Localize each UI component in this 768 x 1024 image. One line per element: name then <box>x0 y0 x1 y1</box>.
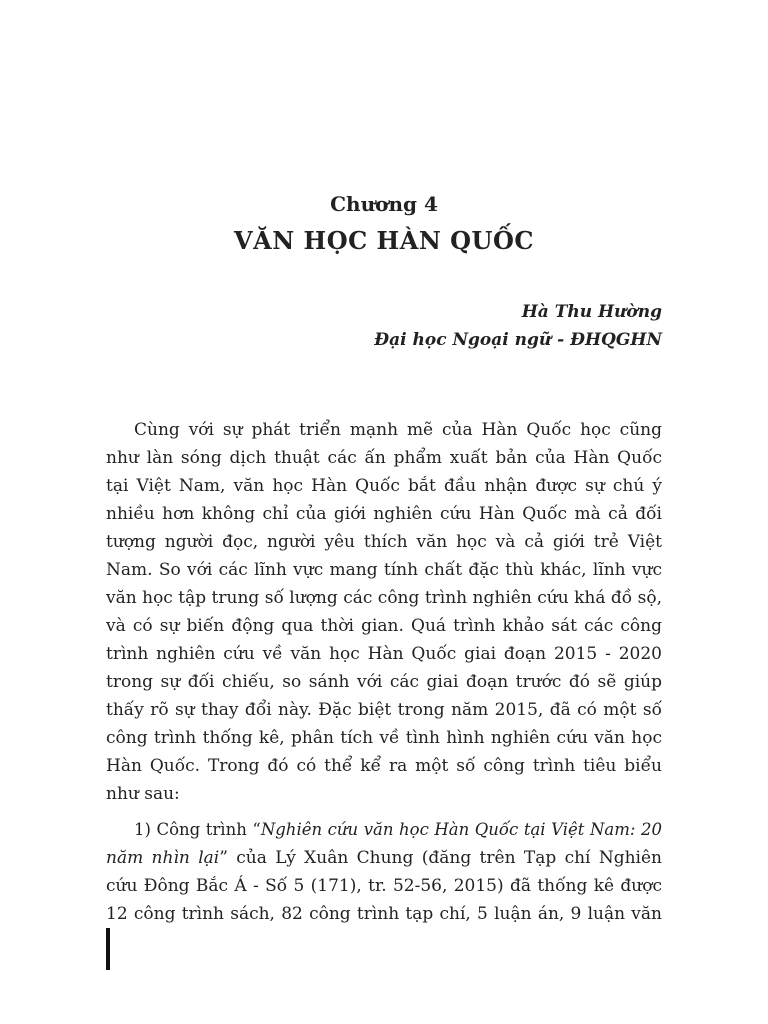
text-line <box>106 816 662 844</box>
author-name: Hà Thu Hường <box>521 302 662 322</box>
paragraph-intro <box>106 416 662 808</box>
author-block <box>374 298 662 354</box>
text-line <box>106 844 662 872</box>
author-affiliation: Đại học Ngoại ngữ - ĐHQGHN <box>374 330 662 350</box>
text-line: như làn sóng dịch thuật các ấn phẩm xuất bản của Hàn Quốc <box>106 448 662 468</box>
text-line: và có sự biến động qua thời gian. Quá trình khảo sát các công <box>106 616 662 636</box>
text-line: 12 công trình sách, 82 công trình tạp chí, 5 luận án, 9 luận văn <box>106 904 662 924</box>
text-line: trình nghiên cứu về văn học Hàn Quốc giai đoạn 2015 - 2020 <box>106 644 662 664</box>
text-line: cứu Đông Bắc Á - Số 5 (171), tr. 52-56, 2015) đã thống kê được <box>106 876 662 896</box>
text-line: thấy rõ sự thay đổi này. Đặc biệt trong năm 2015, đã có một số <box>106 700 662 720</box>
item-title-part1: Nghiên cứu văn học Hàn Quốc tại Việt Nam: 20 <box>260 820 662 839</box>
text-line: Nam. So với các lĩnh vực mang tính chất đặc thù khác, lĩnh vực <box>106 560 662 580</box>
chapter-title: VĂN HỌC HÀN QUỐC <box>233 226 534 255</box>
text-line: văn học tập trung số lượng các công trình nghiên cứu khá đồ sộ, <box>106 588 662 608</box>
text-line: Hàn Quốc. Trong đó có thể kể ra một số công trình tiêu biểu <box>106 756 662 776</box>
list-item-1 <box>106 816 662 928</box>
item-title-part2: năm nhìn lại <box>106 848 220 868</box>
margin-bar <box>106 928 110 970</box>
text-line: công trình thống kê, phân tích về tình hình nghiên cứu văn học <box>106 728 662 748</box>
text-line: trong sự đối chiếu, so sánh với các giai đoạn trước đó sẽ giúp <box>106 672 662 692</box>
item-text: ” của Lý Xuân Chung (đăng trên Tạp chí Nghiên <box>219 848 662 868</box>
text-line: như sau: <box>106 784 180 804</box>
chapter-number: Chương 4 <box>330 192 438 216</box>
text-line: tại Việt Nam, văn học Hàn Quốc bắt đầu nhận được sự chú ý <box>106 476 662 496</box>
item-prefix: 1) Công trình “ <box>134 820 261 839</box>
body-text <box>106 416 662 928</box>
text-line: tượng người đọc, người yêu thích văn học và cả giới trẻ Việt <box>106 532 662 552</box>
text-line: nhiều hơn không chỉ của giới nghiên cứu Hàn Quốc mà cả đối <box>106 504 662 524</box>
text-line: Cùng với sự phát triển mạnh mẽ của Hàn Quốc học cũng <box>134 420 662 440</box>
